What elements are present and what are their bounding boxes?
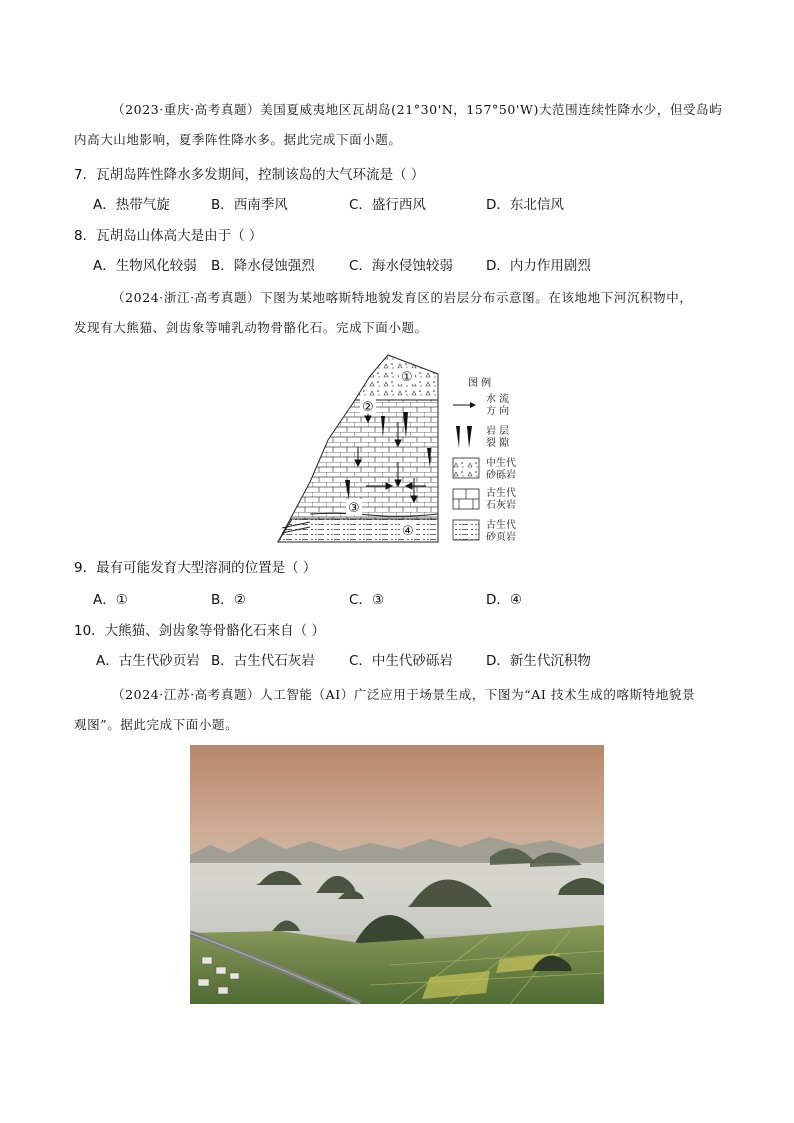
legend-shale-2: 砂页岩: [486, 532, 516, 543]
sandstone-conglomerate-layer: [355, 355, 438, 400]
legend-flow-1: 水 流: [486, 394, 510, 405]
question-10-stem: 10．大熊猫、剑齿象等骨骼化石来自（ ）: [74, 623, 325, 639]
legend-limestone-2: 石灰岩: [486, 500, 516, 511]
question-8-stem: 8．瓦胡岛山体高大是由于（ ）: [74, 228, 263, 244]
q9-option-a[interactable]: A．①: [93, 592, 128, 608]
intro-2-line-2: 发现有大熊猫、剑齿象等哺乳动物骨骼化石。完成下面小题。: [74, 320, 428, 335]
intro-3-line-1: （2024·江苏·高考真题）人工智能（AI）广泛应用于场景生成，下图为“AI 技术生成的喀斯特地貌景: [112, 687, 696, 702]
legend-title: 图 例: [468, 378, 492, 389]
question-9-stem: 9．最有可能发育大型溶洞的位置是（ ）: [74, 560, 317, 576]
intro-3-line-2: 观图”。据此完成下面小题。: [74, 717, 239, 732]
q8-option-a[interactable]: A．生物风化较弱: [93, 258, 197, 274]
intro-1-line-1: （2023·重庆·高考真题）美国夏威夷地区瓦胡岛(21°30'N，157°50'W)大范围连续性降水少，但受岛屿: [112, 102, 723, 117]
legend-shale-1: 古生代: [486, 520, 516, 531]
intro-2-line-1: （2024·浙江·高考真题）下图为某地喀斯特地貌发育区的岩层分布示意图。在该地地下河沉积物中，: [112, 290, 693, 305]
marker-3: ③: [348, 501, 360, 516]
q9-option-d[interactable]: D．④: [486, 592, 522, 608]
legend-crack-1: 岩 层: [486, 426, 510, 437]
diagram-legend: [453, 376, 516, 543]
q10-option-b[interactable]: B．古生代石灰岩: [211, 653, 315, 669]
legend-limestone-1: 古生代: [486, 488, 516, 499]
q8-option-b[interactable]: B．降水侵蚀强烈: [211, 258, 315, 274]
q7-option-c[interactable]: C．盛行西风: [349, 197, 426, 213]
q10-option-a[interactable]: A．古生代砂页岩: [96, 653, 200, 669]
legend-gravel-1: 中生代: [486, 458, 516, 469]
q8-option-c[interactable]: C．海水侵蚀较弱: [349, 258, 453, 274]
marker-1: ①: [401, 370, 413, 385]
intro-1-line-2: 内高大山地影响，夏季阵性降水多。据此完成下面小题。: [74, 132, 402, 147]
q7-option-a[interactable]: A．热带气旋: [93, 197, 170, 213]
q8-option-d[interactable]: D．内力作用剧烈: [486, 258, 591, 274]
karst-landscape-photo: [190, 745, 604, 1004]
q7-option-b[interactable]: B．西南季风: [211, 197, 288, 213]
legend-flow-2: 方 向: [486, 406, 510, 417]
q7-option-d[interactable]: D．东北信风: [486, 197, 564, 213]
legend-crack-2: 裂 隙: [486, 438, 510, 449]
karst-strata-diagram: [270, 352, 530, 548]
q9-option-c[interactable]: C．③: [349, 592, 385, 608]
legend-gravel-2: 砂砾岩: [486, 470, 516, 481]
marker-4: ④: [402, 524, 414, 539]
q10-option-c[interactable]: C．中生代砂砾岩: [349, 653, 453, 669]
marker-2: ②: [362, 400, 374, 415]
q9-option-b[interactable]: B．②: [211, 592, 246, 608]
q10-option-d[interactable]: D．新生代沉积物: [486, 653, 591, 669]
question-7-stem: 7．瓦胡岛阵性降水多发期间，控制该岛的大气环流是（ ）: [74, 167, 425, 183]
